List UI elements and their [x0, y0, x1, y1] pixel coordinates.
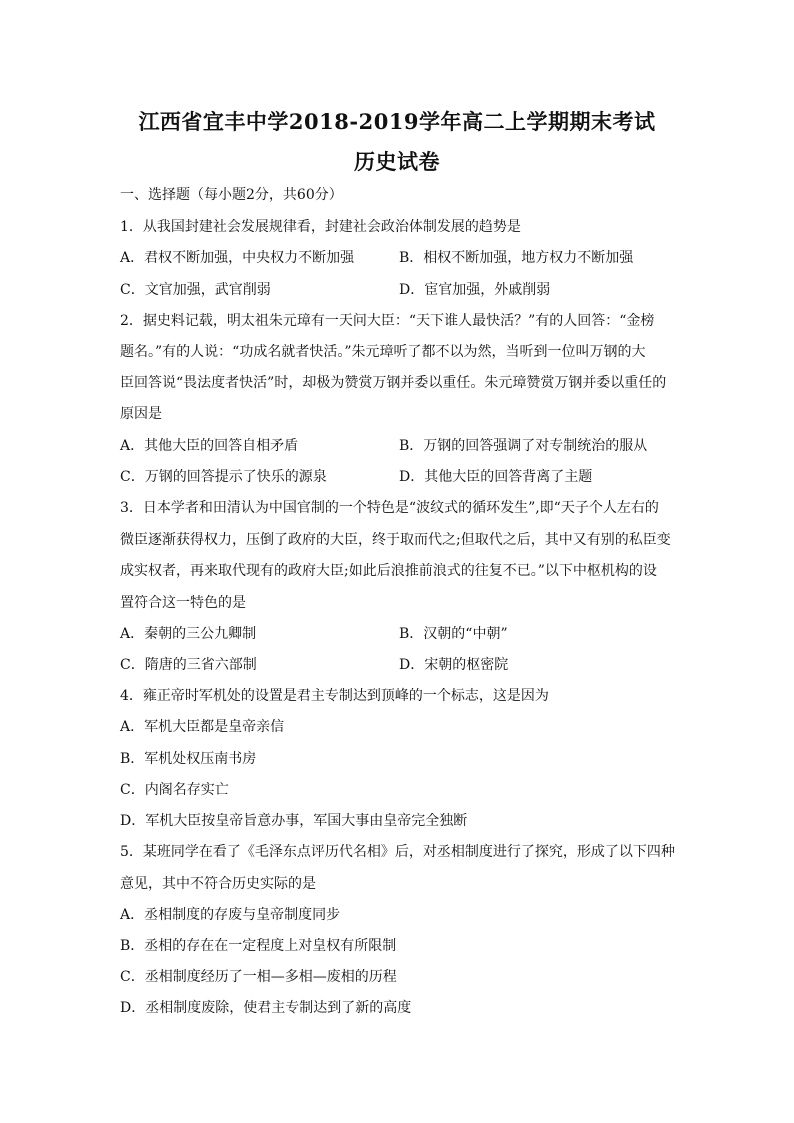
question-2-stem-line: 原因是 [120, 406, 162, 422]
question-1-option-b: B．相权不断加强，地方权力不断加强 [399, 250, 634, 266]
question-3-option-b: B．汉朝的“中朝” [399, 626, 508, 642]
question-1-option-c: C．文官加强，武官削弱 [120, 282, 271, 298]
question-1-stem: 1．从我国封建社会发展规律看，封建社会政治体制发展的趋势是 [120, 219, 521, 235]
question-2-stem-line: 臣回答说“畏法度者快活”时，却极为赞赏万钢并委以重任。朱元璋赞赏万钢并委以重任的 [120, 375, 667, 391]
question-4-option-a: A．军机大臣都是皇帝亲信 [120, 719, 285, 735]
question-3-stem-line: 置符合这一特色的是 [120, 595, 246, 611]
section-heading: 一、选择题（每小题2分，共60分） [120, 187, 343, 203]
question-5-option-c: C．丞相制度经历了一相—多相—废相的历程 [120, 969, 397, 985]
question-3-option-d: D．宋朝的枢密院 [399, 657, 509, 673]
question-3-stem-line: 成实权者，再来取代现有的政府大臣;如此后浪推前浪式的往复不已。”以下中枢机构的设 [120, 563, 657, 579]
question-5-stem-line: 意见，其中不符合历史实际的是 [120, 876, 316, 892]
question-3-option-c: C．隋唐的三省六部制 [120, 657, 257, 673]
question-1-option-d: D．宦官加强，外戚削弱 [399, 282, 551, 298]
exam-subtitle: 历史试卷 [354, 149, 440, 174]
question-4-option-d: D．军机大臣按皇帝旨意办事，军国大事由皇帝完全独断 [120, 813, 468, 829]
question-5-option-b: B．丞相的存在在一定程度上对皇权有所限制 [120, 938, 397, 954]
question-5-stem-line: 5．某班同学在看了《毛泽东点评历代名相》后，对丞相制度进行了探究，形成了以下四种 [120, 844, 675, 860]
question-4-option-b: B．军机处权压南书房 [120, 751, 257, 767]
question-2-option-b: B．万钢的回答强调了对专制统治的服从 [399, 438, 648, 454]
question-2-option-a: A．其他大臣的回答自相矛盾 [120, 438, 299, 454]
question-1-option-a: A．君权不断加强，中央权力不断加强 [120, 250, 355, 266]
question-2-stem-line: 2．据史料记载，明太祖朱元璋有一天问大臣：“天下谁人最快活？”有的人回答：“金榜 [120, 313, 655, 329]
exam-title: 江西省宜丰中学2018-2019学年高二上学期期末考试 [138, 109, 656, 134]
question-2-option-c: C．万钢的回答提示了快乐的源泉 [120, 469, 327, 485]
question-5-option-d: D．丞相制度废除，使君主专制达到了新的高度 [120, 1000, 412, 1016]
question-4-stem: 4．雍正帝时军机处的设置是君主专制达到顶峰的一个标志，这是因为 [120, 688, 549, 704]
question-3-stem-line: 3．日本学者和田清认为中国官制的一个特色是“波纹式的循环发生”,即“天子个人左右的 [120, 500, 659, 516]
question-5-option-a: A．丞相制度的存废与皇帝制度同步 [120, 907, 341, 923]
question-2-option-d: D．其他大臣的回答背离了主题 [399, 469, 593, 485]
question-4-option-c: C．内阁名存实亡 [120, 782, 229, 798]
question-3-stem-line: 微臣逐渐获得权力，压倒了政府的大臣，终于取而代之;但取代之后，其中又有别的私臣变 [120, 532, 671, 548]
question-3-option-a: A．秦朝的三公九卿制 [120, 626, 257, 642]
question-2-stem-line: 题名。”有的人说：“功成名就者快活。”朱元璋听了都不以为然，当听到一位叫万钢的大 [120, 344, 646, 360]
